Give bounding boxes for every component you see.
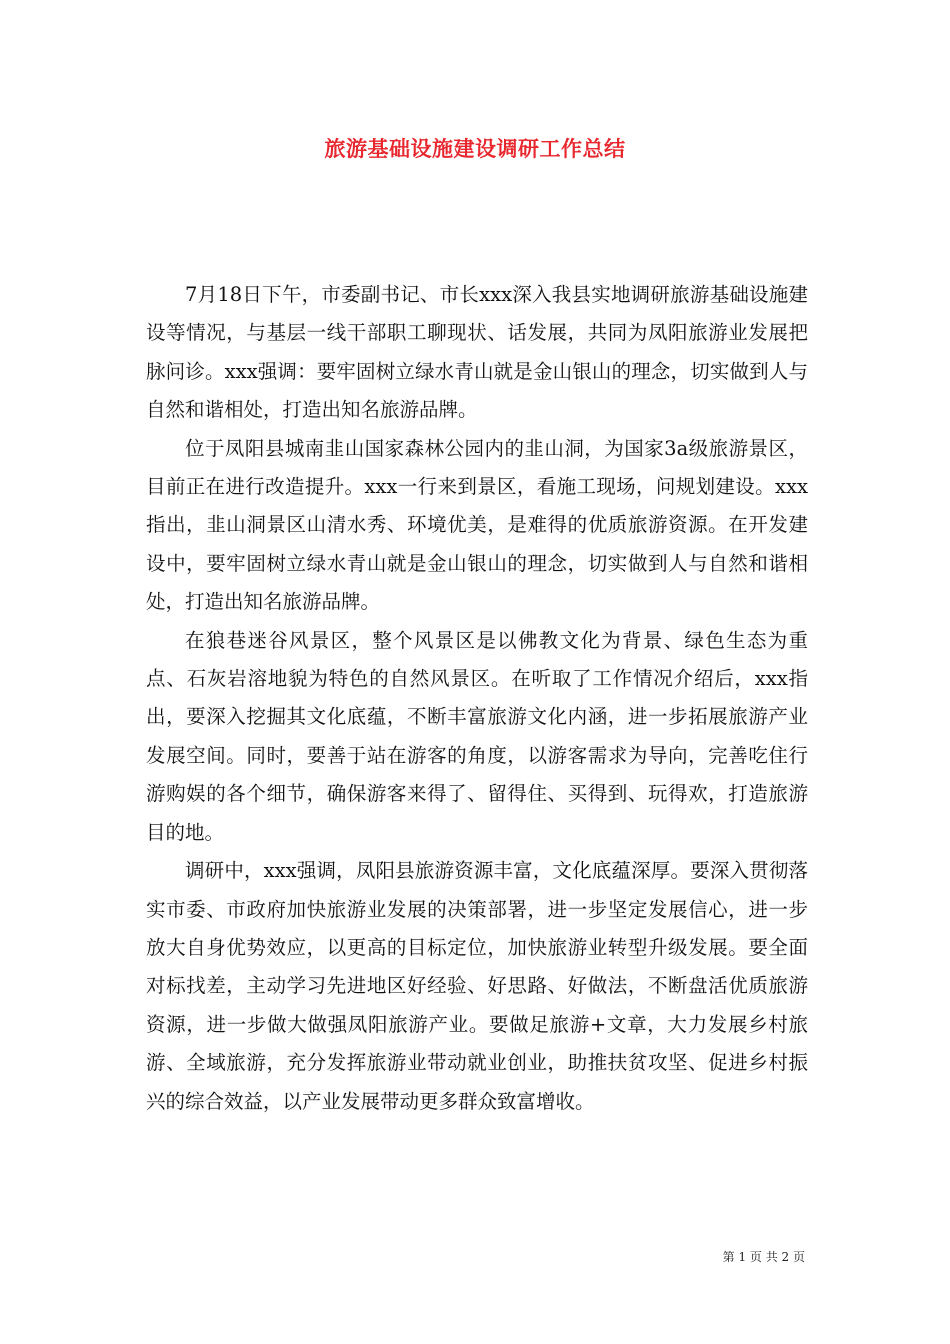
paragraph: 在狼巷迷谷风景区，整个风景区是以佛教文化为背景、绿色生态为重点、石灰岩溶地貌为特色的自然风景区。在听取了工作情况介绍后，xxx指出，要深入挖掘其文化底蕴，不断丰富旅游文化内涵，进一步拓展旅游产业发展空间。同时，要善于站在游客的角度，以游客需求为导向，完善吃住行游购娱的各个细节，确保游客来得了、留得住、买得到、玩得欢，打造旅游目的地。 xyxy=(146,628,808,844)
paragraph: 7月18日下午，市委副书记、市长xxx深入我县实地调研旅游基础设施建设等情况，与基层一线干部职工聊现状、话发展，共同为凤阳旅游业发展把脉问诊。xxx强调：要牢固树立绿水青山就是金山银山的理念，切实做到人与自然和谐相处，打造出知名旅游品牌。 xyxy=(146,283,808,422)
document-title: 旅游基础设施建设调研工作总结 xyxy=(324,136,626,161)
page-number-footer: 第 1 页 共 2 页 xyxy=(722,1250,805,1264)
paragraph: 位于凤阳县城南韭山国家森林公园内的韭山洞，为国家3a级旅游景区，目前正在进行改造提升。xxx一行来到景区，看施工现场，问规划建设。xxx指出，韭山洞景区山清水秀、环境优美，是难得的优质旅游资源。在开发建设中，要牢固树立绿水青山就是金山银山的理念，切实做到人与自然和谐相处，打造出知名旅游品牌。 xyxy=(146,436,808,614)
paragraph: 调研中，xxx强调，凤阳县旅游资源丰富，文化底蕴深厚。要深入贯彻落实市委、市政府加快旅游业发展的决策部署，进一步坚定发展信心，进一步放大自身优势效应，以更高的目标定位，加快旅游业转型升级发展。要全面对标找差，主动学习先进地区好经验、好思路、好做法，不断盘活优质旅游资源，进一步做大做强凤阳旅游产业。要做足旅游+文章，大力发展乡村旅游、全域旅游，充分发挥旅游业带动就业创业，助推扶贫攻坚、促进乡村振兴的综合效益，以产业发展带动更多群众致富增收。 xyxy=(146,859,808,1113)
document-body xyxy=(146,276,808,1121)
